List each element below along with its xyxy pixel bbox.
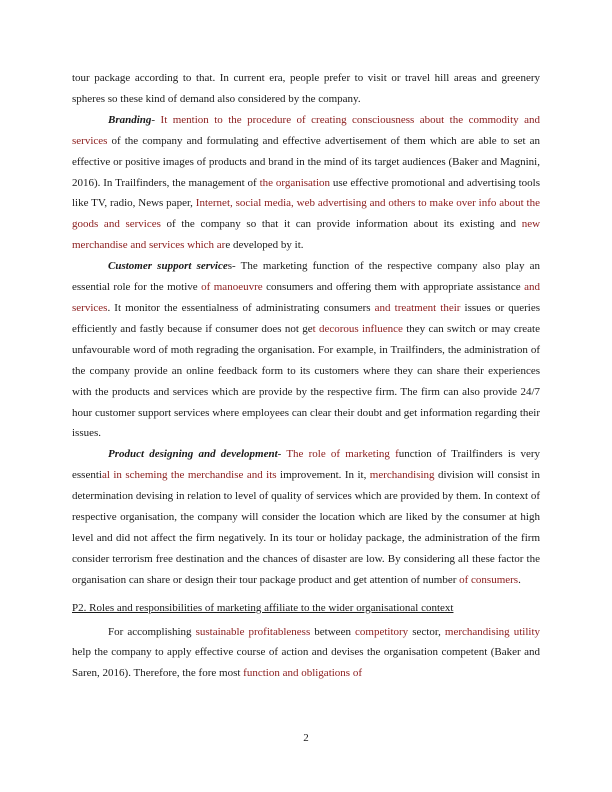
text-run: . It monitor the essentialness of administrating consumers bbox=[107, 301, 375, 314]
revised-text: new merchandise and services which ar bbox=[72, 218, 541, 252]
revised-text: Internet, social media, web advertising and others to make over info about the goods and services bbox=[72, 197, 540, 231]
text-run: use effective promotional and advertising tools like TV, radio, News paper, bbox=[72, 176, 540, 210]
text-run: improvement. In it, bbox=[276, 469, 370, 482]
text-run: . bbox=[518, 573, 521, 586]
text-run: s- The marketing function of the respective company also play an essential role for the motive bbox=[72, 260, 540, 294]
revised-text: It mention to the procedure of creating consciousness about the commodity and services bbox=[72, 113, 541, 147]
text-run: unction of Trailfinders is very essenti bbox=[72, 448, 540, 482]
branding-title: Branding bbox=[108, 113, 152, 126]
revised-text: and services bbox=[72, 281, 541, 314]
section-heading-p2: P2. Roles and responsibilities of marketing affiliate to the wider organisational context bbox=[72, 601, 454, 614]
product-design-title: Product designing and development bbox=[108, 448, 278, 461]
text-run: consumers and offering them with appropriate assistance bbox=[262, 281, 525, 294]
revised-text: The role of marketing f bbox=[286, 448, 399, 461]
text-run: of the company and formulating and effective advertisement of them which are able to set an effective or positive images of products and brand in the mind of its target audiences (Baker and Magnini, 2016). In Trailfinders, the management of bbox=[72, 134, 540, 189]
revised-text: t decorous influence bbox=[312, 322, 403, 335]
text-run: e developed by it. bbox=[225, 239, 304, 252]
paragraph-branding bbox=[72, 110, 540, 256]
revised-text: function and obligations of bbox=[243, 667, 362, 680]
text-run: issues or queries efficiently and fastly because if consumer does not ge bbox=[72, 301, 540, 335]
revised-text: merchandising utility bbox=[444, 625, 540, 638]
text-run: they can switch or may create unfavourable word of moth regrading the organisation. For example, in Trailfinders, the administration of the company provide an online feedback form to its customers where they can share their experiences with the products and services which are provide by the respective firm. The firm can also provide 24/7 hour customer support services where employees can clear their doubt and get information regarding their issues. bbox=[72, 322, 540, 440]
revised-text: of manoeuvre bbox=[201, 281, 263, 294]
paragraph-product-design bbox=[72, 444, 540, 590]
text-run: help the company to apply effective course of action and devises the organisation competent (Baker and Saren, 2016). Therefore, the fore most bbox=[72, 646, 540, 680]
paragraph-customer-support bbox=[72, 256, 540, 444]
revised-text: the organisation bbox=[259, 176, 331, 189]
revised-text: sustainable profitableness bbox=[195, 625, 311, 638]
text-run: For accomplishing bbox=[108, 625, 196, 638]
paragraph-p2 bbox=[72, 622, 540, 685]
text-run: tour package according to that. In current era, people prefer to visit or travel hill areas and greenery spheres so these kind of demand also considered by the company. bbox=[72, 72, 540, 105]
revised-text: and treatment their bbox=[374, 301, 461, 314]
text-run: division will consist in determination devising in relation to level of quality of services which are provided by them. In context of respective organisation, the company will consider the location which are liked by the consumer at high level and did not affect the firm negatively. In its tour or holiday package, the administration of the firm consider terrorism free destination and the chances of disaster are low. By considering all these factor the organisation can share or design their tour package product and get attention of number bbox=[72, 469, 540, 586]
text-run: - bbox=[277, 448, 287, 461]
page-number: 2 bbox=[303, 732, 309, 744]
text-run: between bbox=[310, 625, 356, 638]
revised-text: merchandising bbox=[369, 469, 435, 482]
customer-support-title: Customer support service bbox=[108, 260, 228, 273]
paragraph-intro bbox=[72, 68, 540, 110]
page-content bbox=[72, 68, 540, 684]
text-run: of the company so that it can provide information about its existing and bbox=[160, 218, 522, 231]
text-run: sector, bbox=[408, 625, 445, 638]
text-run: - bbox=[151, 113, 161, 126]
revised-text: competitory bbox=[355, 625, 409, 638]
revised-text: of consumers bbox=[459, 573, 519, 586]
revised-text: al in scheming the merchandise and its bbox=[101, 469, 277, 482]
